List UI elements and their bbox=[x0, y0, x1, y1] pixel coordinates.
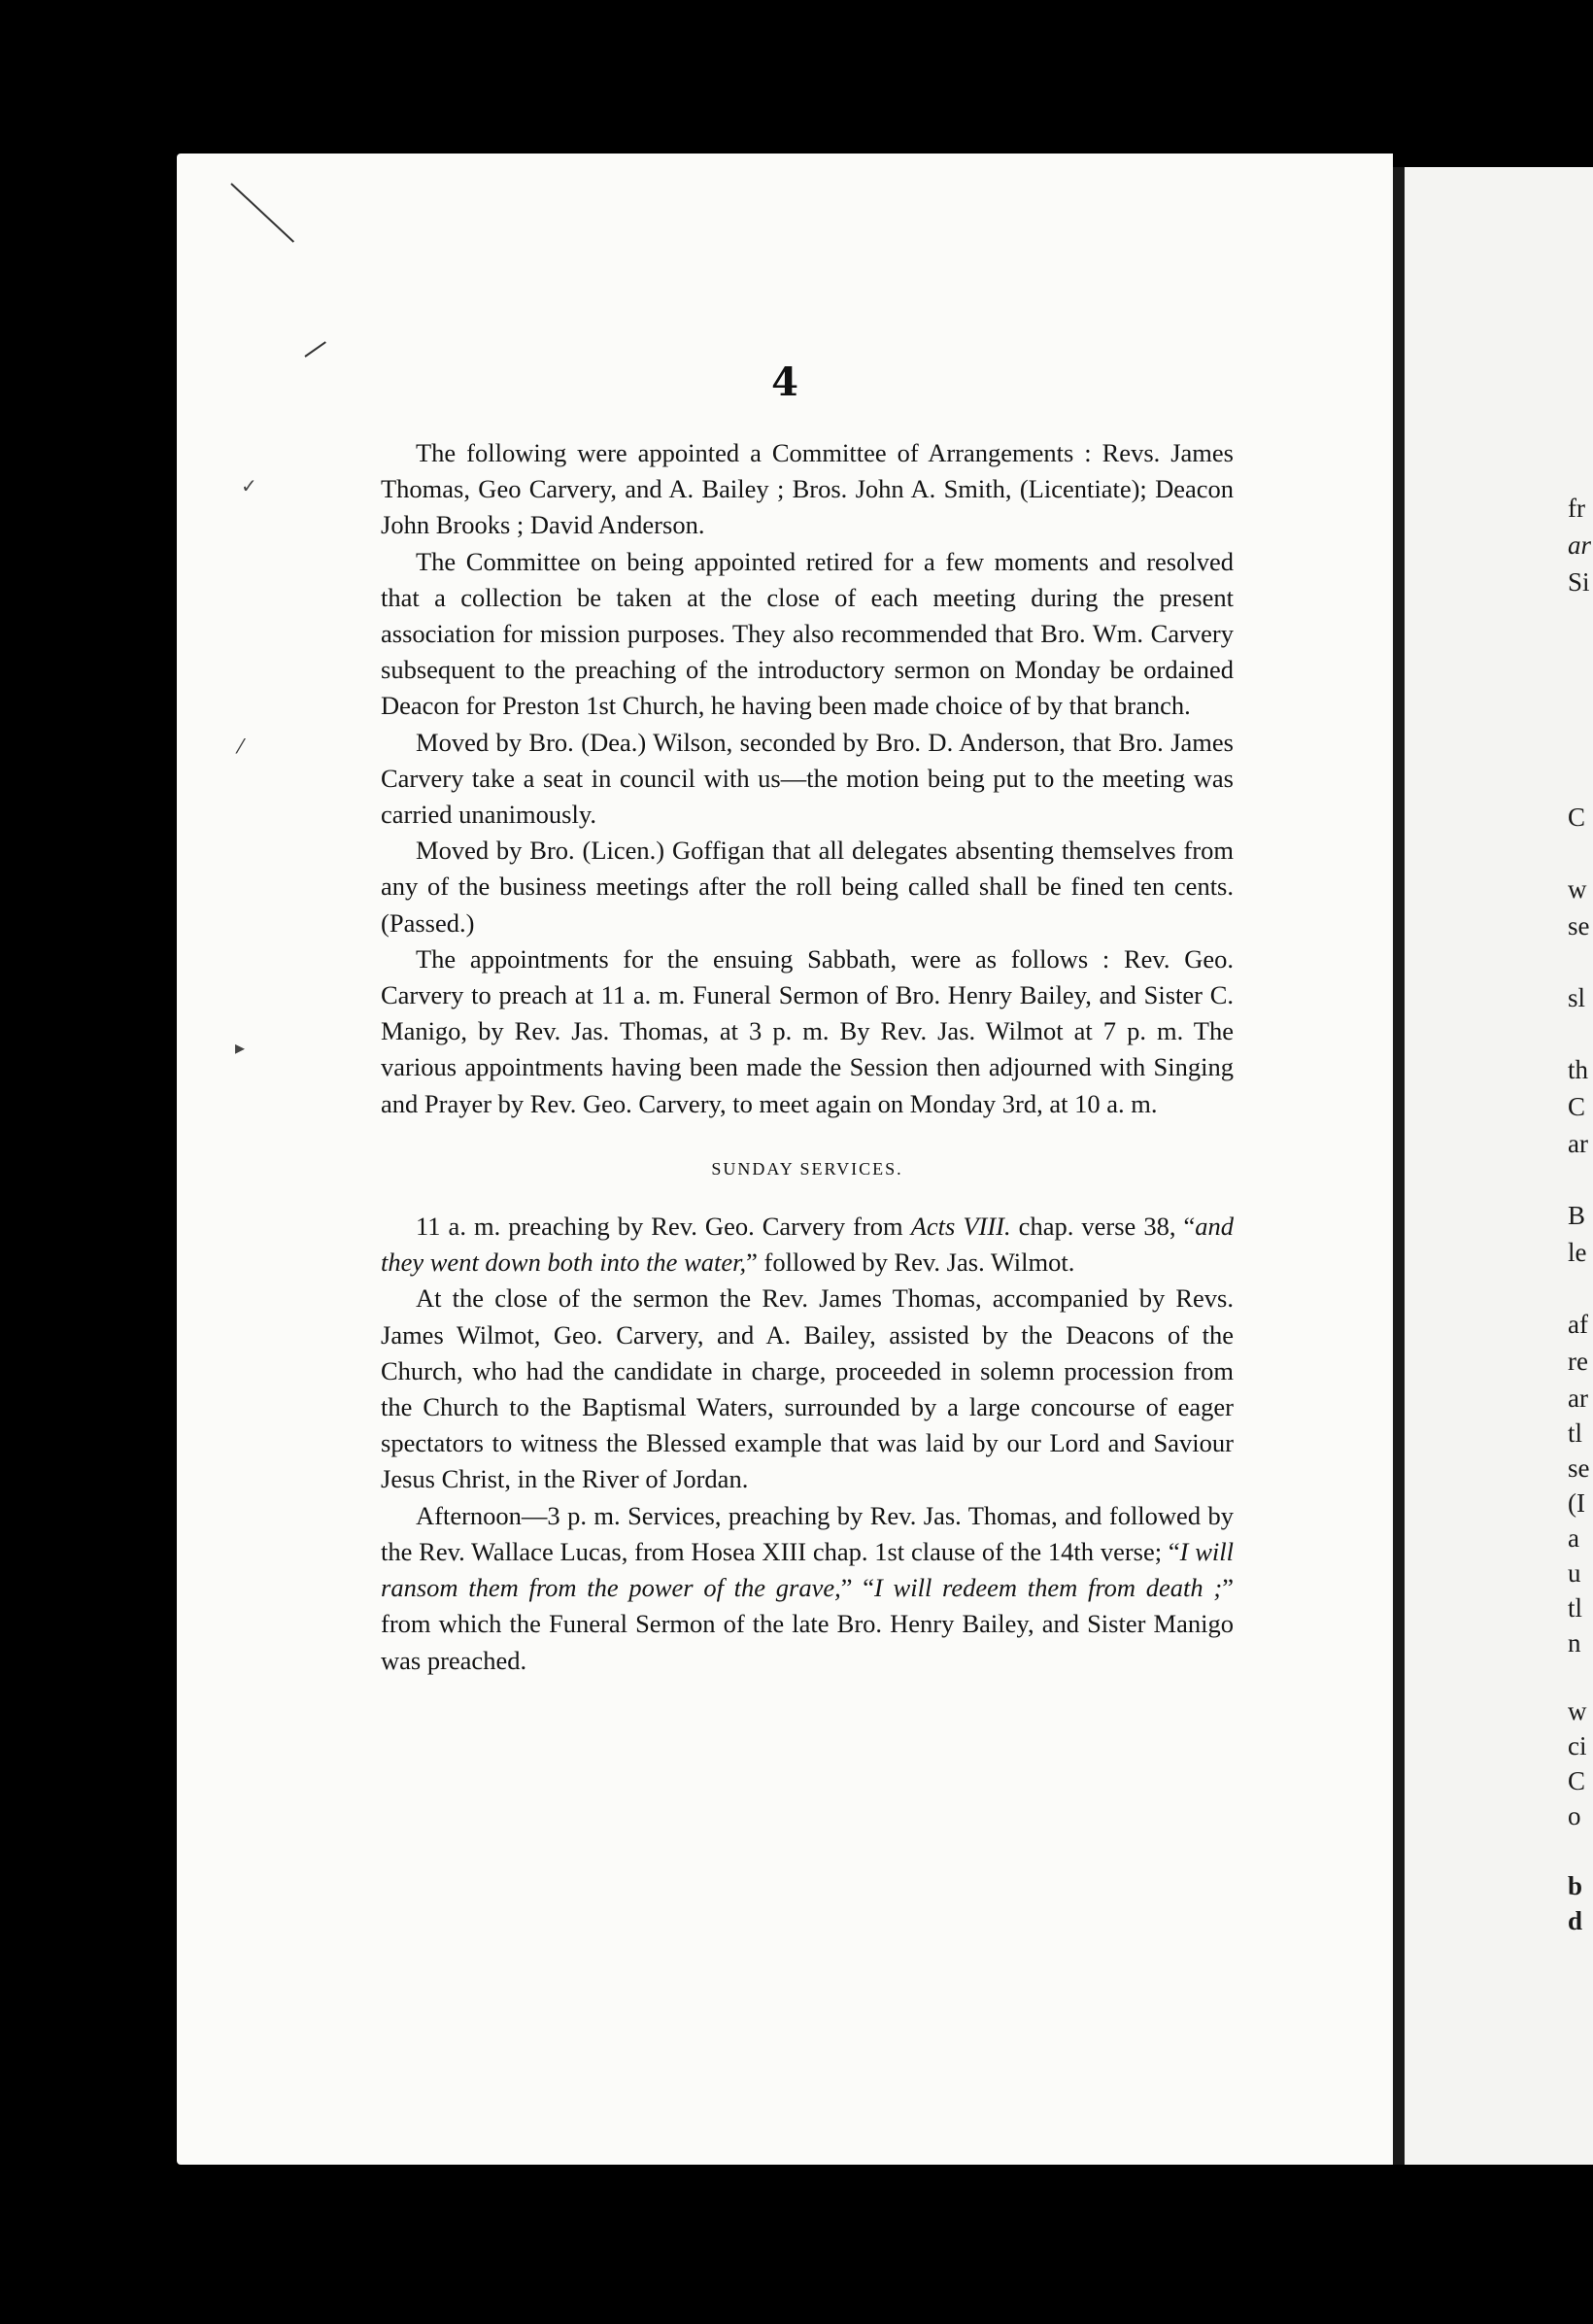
section-heading: SUNDAY SERVICES. bbox=[711, 1158, 903, 1179]
adjacent-page-fragment: ci bbox=[1568, 1731, 1587, 1760]
book-gutter bbox=[1393, 167, 1405, 2165]
adjacent-page-fragment: Si bbox=[1568, 567, 1590, 597]
adjacent-page-fragment: af bbox=[1568, 1310, 1588, 1339]
paragraph-appointments: The appointments for the ensuing Sabbath, were as follows : Rev. Geo. Carvery to preach at 11 a. m. Funeral Sermon of Bro. Henry Bailey, and Sister C. Manigo, by Rev. Jas. Thomas, at 3 p. m. By Rev. Jas. Wilmot at 7 p. m. The various appointments having been made the Session then adjourned with Singing and Prayer by Rev. Geo. Carvery, to meet again on Monday 3rd, at 10 a. m. bbox=[381, 943, 1234, 1118]
adjacent-page-fragment: se bbox=[1568, 1453, 1590, 1483]
text-run: ” “ bbox=[840, 1573, 874, 1603]
adjacent-page-fragment: a bbox=[1568, 1523, 1579, 1553]
scripture-reference: Acts VIII. bbox=[910, 1212, 1011, 1242]
adjacent-page-fragment: C bbox=[1568, 1092, 1586, 1121]
adjacent-page-fragment: sl bbox=[1568, 983, 1586, 1012]
adjacent-page-fragment: d bbox=[1568, 1906, 1583, 1935]
adjacent-page-fragment: ar bbox=[1568, 1129, 1588, 1158]
adjacent-page-fragment: (I bbox=[1568, 1488, 1585, 1518]
adjacent-page-fragment: ar bbox=[1568, 530, 1592, 560]
margin-tick: ✓ bbox=[241, 474, 257, 497]
margin-tick: ⁄ bbox=[239, 735, 243, 758]
adjacent-page-fragment: w bbox=[1568, 874, 1587, 904]
text-run: 11 a. m. preaching by Rev. Geo. Carvery from bbox=[416, 1212, 911, 1242]
adjacent-page-fragment: B bbox=[1568, 1201, 1586, 1230]
adjacent-page-fragment: w bbox=[1568, 1696, 1587, 1726]
adjacent-page-fragment: n bbox=[1568, 1628, 1581, 1658]
scripture-quote: I will ransom them from the power of the grave, bbox=[381, 1536, 1235, 1603]
text-run: ” followed by Rev. Jas. Wilmot. bbox=[746, 1247, 1075, 1278]
paragraph-motion-goffigan: Moved by Bro. (Licen.) Goffigan that all delegates absenting themselves from any of the business meetings after the roll being called shall be fined ten cents. (Passed.) bbox=[381, 836, 1234, 938]
scan-border-top bbox=[0, 0, 1593, 155]
paragraph-motion-carvery: Moved by Bro. (Dea.) Wilson, seconded by Bro. D. Anderson, that Bro. James Carvery take a seat in council with us—the motion being put to the meeting was carried unanimously. bbox=[381, 727, 1234, 830]
paragraph-afternoon-service bbox=[381, 1498, 1234, 1679]
margin-tick: ▸ bbox=[235, 1036, 246, 1059]
adjacent-page-fragment: fr bbox=[1568, 494, 1585, 523]
adjacent-page-fragment: tl bbox=[1568, 1418, 1583, 1448]
pen-stroke-mark bbox=[230, 183, 294, 242]
paragraph-resolution: The Committee on being appointed retired for a few moments and resolved that a collection be taken at the close of each meeting during the present association for mission purposes. They also recommended that Bro. Wm. Carvery subsequent to the preaching of the introductory sermon on Monday be ordained Deacon for Preston 1st Church, he having been made choice of by that branch. bbox=[381, 546, 1234, 721]
text-run: ” from which the Funeral Sermon of the late Bro. Henry Bailey, and Sister Manigo was preached. bbox=[381, 1573, 1234, 1675]
scripture-quote: and they went down both into the water, bbox=[381, 1212, 1234, 1278]
page-number: 4 bbox=[771, 359, 798, 405]
adjacent-page-fragment: th bbox=[1568, 1055, 1589, 1084]
adjacent-page bbox=[1405, 167, 1593, 2165]
adjacent-page-fragment: le bbox=[1568, 1238, 1587, 1267]
adjacent-page-fragment: se bbox=[1568, 911, 1590, 940]
adjacent-page-fragment: ar bbox=[1568, 1384, 1588, 1413]
adjacent-page-fragment: C bbox=[1568, 803, 1586, 832]
adjacent-page-fragment: tl bbox=[1568, 1593, 1583, 1623]
pen-stroke-mark bbox=[304, 341, 325, 358]
paragraph-morning-service bbox=[381, 1209, 1234, 1281]
paragraph-baptism: At the close of the sermon the Rev. James Thomas, accompanied by Revs. James Wilmot, Geo. Carvery, and A. Bailey, assisted by the Deacons of the Church, who had the candidate in charge, proceeded in solemn procession from the Church to the Baptismal Waters, surrounded by a large concourse of eager spectators to witness the Blessed example that was laid by our Lord and Saviour Jesus Christ, in the River of Jordan. bbox=[381, 1283, 1234, 1494]
text-run: Afternoon—3 p. m. Services, preaching by Rev. Jas. Thomas, and followed by the Rev. Wallace Lucas, from Hosea XIII chap. 1st clause of the 14th verse; “ bbox=[381, 1500, 1234, 1566]
adjacent-page-fragment: b bbox=[1568, 1871, 1583, 1900]
adjacent-page-fragment: u bbox=[1568, 1558, 1581, 1588]
scan-border-bottom bbox=[0, 2165, 1593, 2324]
page-body bbox=[381, 435, 1234, 1679]
paragraph-committee: The following were appointed a Committee of Arrangements : Revs. James Thomas, Geo Carvery, and A. Bailey ; Bros. John A. Smith, (Licentiate); Deacon John Brooks ; David Anderson. bbox=[381, 438, 1234, 540]
text-run: chap. verse 38, “ bbox=[1010, 1212, 1196, 1242]
adjacent-page-fragment: re bbox=[1568, 1347, 1588, 1376]
adjacent-page-fragment: o bbox=[1568, 1801, 1581, 1830]
scanned-page bbox=[177, 154, 1393, 2165]
adjacent-page-fragment: C bbox=[1568, 1766, 1586, 1795]
scripture-quote: I will redeem them from death ; bbox=[874, 1573, 1223, 1603]
